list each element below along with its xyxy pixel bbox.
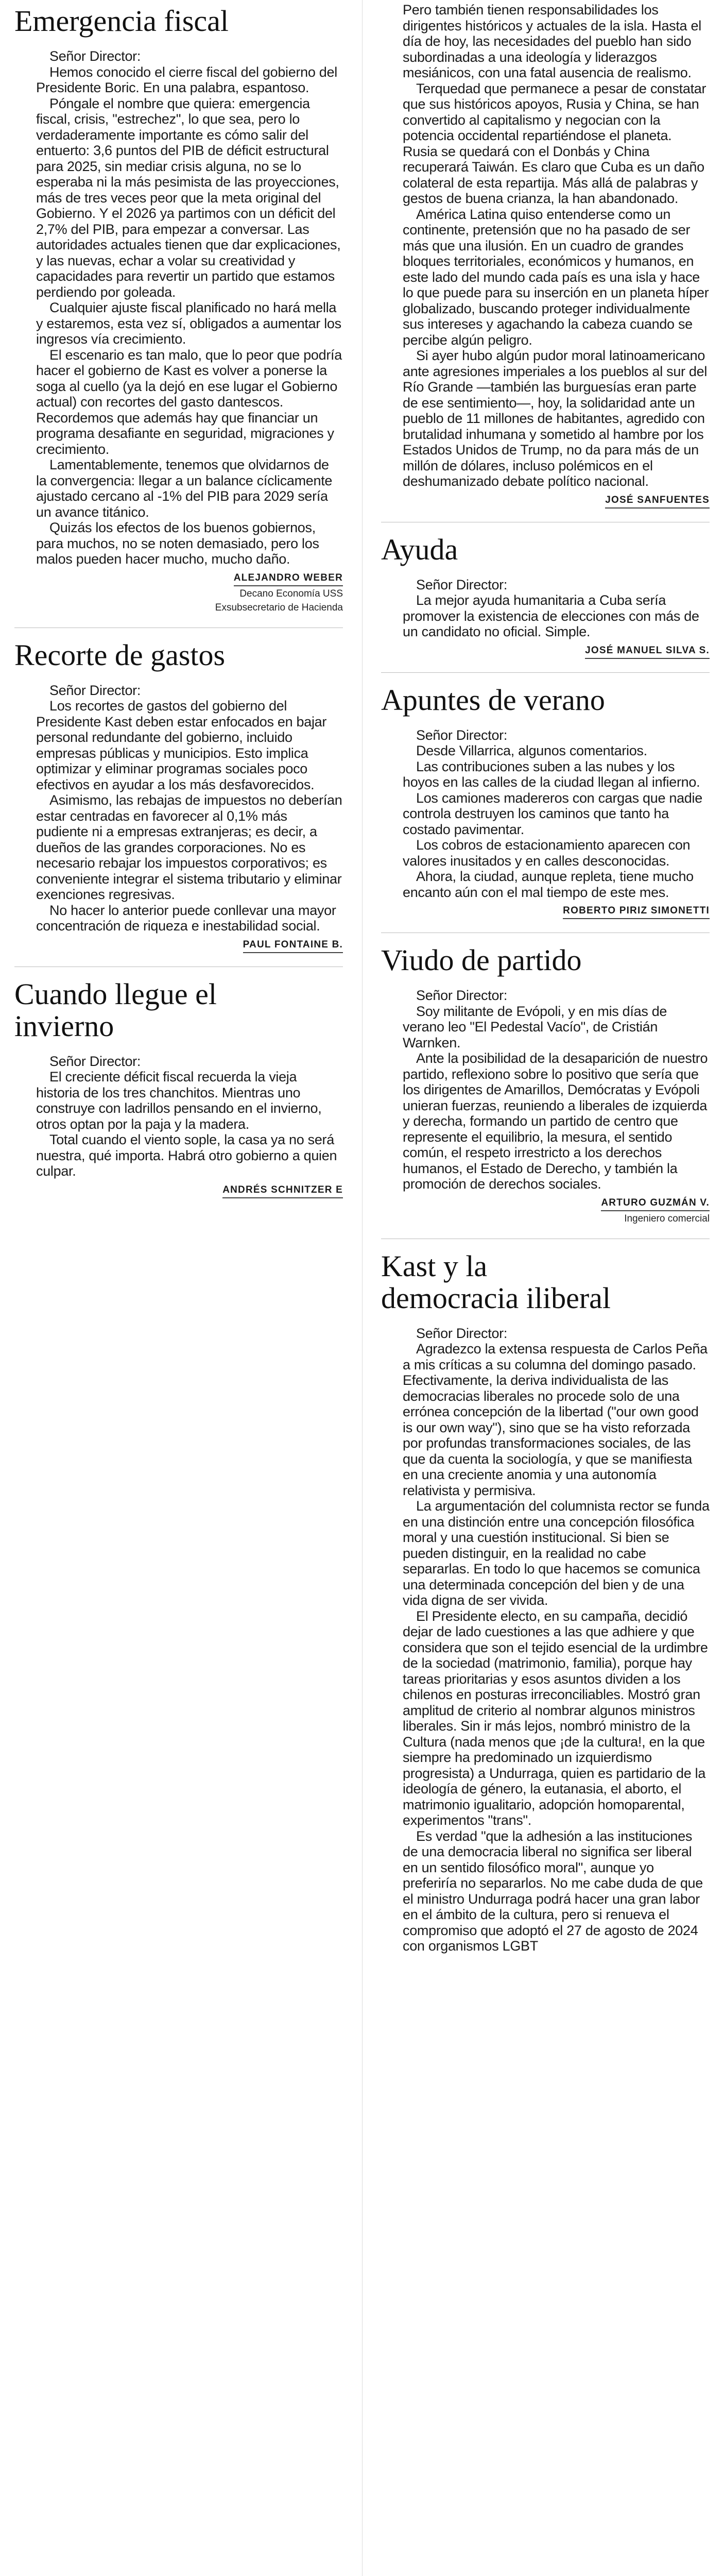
paragraph: Quizás los efectos de los buenos gobiernos, para muchos, no se noten demasiado, pero los malos pueden hacer mucho, mucho daño. — [36, 520, 319, 567]
salutation: Señor Director: — [416, 727, 508, 743]
headline: Recorte de gastos — [14, 638, 226, 672]
paragraph: Cualquier ajuste fiscal planificado no hará mella y estaremos, esta vez sí, obligados a aumentar los ingresos vía crecimiento. — [36, 300, 341, 347]
signature-name: ARTURO GUZMÁN V. — [601, 1197, 710, 1211]
letter-body — [14, 1054, 343, 1198]
salutation: Señor Director: — [49, 48, 141, 64]
letter-body — [381, 727, 710, 920]
paragraph: El Presidente electo, en su campaña, decidió dejar de lado cuestiones a las que adhiere y que considera que son el tejido esencial de la urdimbre de la sociedad (matrimonio, familia), porque hay tareas prioritarias y esos asuntos dividen a los chilenos en posturas irreconciliables. Mostró gran amplitud de criterio al nombrar algunos ministros liberales. Sin ir más lejos, nombró ministro de la Cultura (nada menos que ¡de la cultura!, en la que siempre ha predominado un izquierdismo progresista) a Undurraga, quien es partidario de la ideología de género, la eutanasia, el aborto, el matrimonio igualitario, adopción homoparental, experimentos "trans". — [403, 1608, 708, 1828]
headline: Kast y la democracia iliberal — [381, 1249, 611, 1315]
signature-block — [36, 1184, 343, 1198]
headline: Cuando llegue el invierno — [14, 977, 217, 1043]
letter-ayuda — [381, 534, 710, 659]
right-column — [369, 0, 724, 2576]
letter-emergencia-fiscal — [14, 5, 343, 614]
salutation: Señor Director: — [49, 1053, 141, 1069]
signature-block — [403, 1197, 710, 1225]
paragraph: Desde Villarrica, algunos comentarios. — [416, 743, 647, 758]
signature-title: Exsubsecretario de Hacienda — [215, 602, 343, 613]
letter-body — [381, 988, 710, 1225]
headline: Ayuda — [381, 532, 458, 566]
salutation: Señor Director: — [416, 988, 508, 1003]
paragraph: El escenario es tan malo, que lo peor que podría hacer el gobierno de Kast es volver a ponerse la soga al cuello (ya la dejó en ese lugar el Gobierno actual) con recortes del gasto dantescos. Recordemos que además hay que financiar un programa desafiante en seguridad, migraciones y crecimiento. — [36, 347, 342, 457]
signature-block — [403, 495, 710, 509]
paragraph: La argumentación del columnista rector se funda en una distinción entre una concepción filosófica moral y una cuestión institucional. Si bien se pueden distinguir, en la realidad no cabe separarlas. En todo lo que hacemos se comunica una determinada concepción del bien y de una vida digna de ser vivida. — [403, 1498, 710, 1608]
letter-kast-democracia-iliberal — [381, 1250, 710, 1954]
paragraph: Póngale el nombre que quiera: emergencia fiscal, crisis, "estrechez", lo que sea, pero lo verdaderamente importante es cómo salir del entuerto: 3,6 puntos del PIB de déficit estructural para 2025, sin mediar crisis alguna, no se lo esperaba ni la más pesimista de las proyecciones, más de tres veces peor que la meta original del Gobierno. Y el 2026 ya partimos con un déficit del 2,7% del PIB, para empezar a conversar. Las autoridades actuales tienen que dar explicaciones, y las nuevas, echar a volar su creatividad y capacidades para revertir un partido que estamos perdiendo por goleada. — [36, 95, 341, 300]
letter-body — [14, 683, 343, 953]
paragraph: Lamentablemente, tenemos que olvidarnos de la convergencia: llegar a un balance cíclicamente ajustado cercano al -1% del PIB para 2029 sería un avance titánico. — [36, 457, 333, 520]
paragraph: La mejor ayuda humanitaria a Cuba sería promover la existencia de elecciones con más de un candidato no oficial. Simple. — [403, 592, 699, 639]
paragraph: Los recortes de gastos del gobierno del Presidente Kast deben estar enfocados en bajar personal redundante del gobierno, incluido empresas públicas y municipios. Esto implica optimizar y eliminar programas sociales poco efectivos en ayudar a los más desfavorecidos. — [36, 698, 327, 792]
letter-cuando-llegue-el-invierno — [14, 978, 343, 1198]
paragraph: Ahora, la ciudad, aunque repleta, tiene mucho encanto aún con el mal tiempo de este mes. — [403, 869, 694, 900]
paragraph: Total cuando el viento sople, la casa ya no será nuestra, qué importa. Habrá otro gobierno a quien culpar. — [36, 1132, 337, 1179]
signature-title: Ingeniero comercial — [624, 1213, 710, 1224]
signature-name: JOSÉ SANFUENTES — [605, 495, 710, 509]
signature-name: ALEJANDRO WEBER — [234, 572, 343, 586]
signature-block — [403, 645, 710, 659]
salutation: Señor Director: — [416, 1325, 508, 1341]
paragraph: Soy militante de Evópoli, y en mis días de verano leo "El Pedestal Vacío", de Cristián Warnken. — [403, 1003, 667, 1050]
letter-body — [14, 48, 343, 614]
signature-name: JOSÉ MANUEL SILVA S. — [585, 645, 710, 659]
letter-body — [381, 577, 710, 659]
signature-title: Decano Economía USS — [239, 588, 343, 599]
paragraph: El creciente déficit fiscal recuerda la vieja historia de los tres chanchitos. Mientras uno construye con ladrillos pensando en el invierno, otros optan por la paja y la madera. — [36, 1069, 322, 1132]
letter-body — [381, 2, 710, 509]
headline: Viudo de partido — [381, 943, 582, 977]
paragraph: Las contribuciones suben a las nubes y los hoyos en las calles de la ciudad llegan al infierno. — [403, 758, 700, 790]
paragraph: Si ayer hubo algún pudor moral latinoamericano ante agresiones imperiales a los pueblos al sur del Río Grande —también las burguesías eran parte de ese sentimiento—, hoy, la solidaridad ante un pueblo de 11 millones de habitantes, agredido con brutalidad inhumana y sometido al hambre por los Estados Unidos de Trump, no da para más de un millón de dólares, incluso polémicos en el deshumanizado debate político nacional. — [403, 348, 708, 489]
section-divider — [381, 672, 710, 673]
paragraph: Los camiones madereros con cargas que nadie controla destruyen los caminos que tanto ha costado pavimentar. — [403, 790, 702, 837]
signature-block — [403, 905, 710, 919]
column-divider — [362, 0, 363, 2576]
paragraph: Terquedad que permanece a pesar de constatar que sus históricos apoyos, Rusia y China, se han convertido al capitalismo y negocian con la potencia occidental repartiéndose el planeta. Rusia se quedará con el Donbás y China recuperará Taiwán. Es claro que Cuba es un daño colateral de esta repartija. Más allá de palabras y gestos de buena crianza, la han abandonado. — [403, 80, 706, 206]
paragraph: Ante la posibilidad de la desaparición de nuestro partido, reflexiono sobre lo positivo que sería que los dirigentes de Amarillos, Demócratas y Evópoli unieran fuerzas, reuniendo a liberales de izquierda y derecha, formando un partido de centro que represente el equilibrio, la mesura, el sentido común, el respeto irrestricto a los derechos humanos, el Estado de Derecho, y también la promoción de derechos sociales. — [403, 1050, 708, 1192]
letter-recorte-de-gastos — [14, 639, 343, 953]
letter-da-pena-cuba-continued — [381, 2, 710, 509]
paragraph: No hacer lo anterior puede conllevar una mayor concentración de riqueza e inestabilidad social. — [36, 902, 336, 934]
paragraph: Agradezco la extensa respuesta de Carlos Peña a mis críticas a su columna del domingo pasado. Efectivamente, la deriva individualista de las democracias liberales no procede solo de una errónea concepción de la libertad ("our own good is our own way"), sino que se ha visto reforzada por profundas transformaciones sociales, de las que da cuenta la sociología, y que se manifiesta en una creciente anomia y una autonomía relativista y permisiva. — [403, 1341, 708, 1498]
paragraph: América Latina quiso entenderse como un continente, pretensión que no ha pasado de ser más que una ilusión. En un cuadro de grandes bloques territoriales, económicos y humanos, en este lado del mundo cada país es una isla y hace lo que puede para su inserción en un planeta híper globalizado, buscando proteger individualmente sus intereses y agachando la cabeza cuando se percibe algún peligro. — [403, 206, 709, 348]
paragraph: Hemos conocido el cierre fiscal del gobierno del Presidente Boric. En una palabra, espantoso. — [36, 64, 337, 95]
letter-body — [381, 1326, 710, 1954]
salutation: Señor Director: — [49, 682, 141, 698]
headline: Emergencia fiscal — [14, 4, 229, 38]
paragraph: Pero también tienen responsabilidades los dirigentes históricos y actuales de la isla. Hasta el día de hoy, las necesidades del pueblo han sido subordinadas a una ideología y liderazgos mesiánicos, con una fatal ausencia de realismo. — [403, 2, 701, 80]
signature-name: ANDRÉS SCHNITZER E — [222, 1184, 343, 1198]
paragraph: Es verdad "que la adhesión a las instituciones de una democracia liberal no significa ser liberal en un sentido filosófico moral", aunque yo preferiría no separarlos. No me cabe duda de que el ministro Undurraga podrá hacer una gran labor en el ámbito de la cultura, pero si renueva el compromiso que adoptó el 27 de agosto de 2024 con organismos LGBT — [403, 1828, 703, 1954]
headline: Apuntes de verano — [381, 683, 605, 717]
paragraph: Los cobros de estacionamiento aparecen con valores inusitados y en calles desconocidas. — [403, 837, 691, 869]
signature-block — [36, 939, 343, 953]
salutation: Señor Director: — [416, 577, 508, 592]
left-column — [0, 0, 355, 2576]
letter-apuntes-de-verano — [381, 684, 710, 920]
signature-block — [36, 572, 343, 614]
paragraph: Asimismo, las rebajas de impuestos no deberían estar centradas en favorecer al 0,1% más pudiente ni a empresas extranjeras; es decir, a dueños de las grandes corporaciones. No es necesario rebajar los impuestos corporativos; es conveniente integrar el sistema tributario y eliminar exenciones regresivas. — [36, 792, 342, 902]
letter-viudo-de-partido — [381, 944, 710, 1225]
signature-name: PAUL FONTAINE B. — [243, 939, 343, 953]
signature-name: ROBERTO PIRIZ SIMONETTI — [563, 905, 710, 919]
